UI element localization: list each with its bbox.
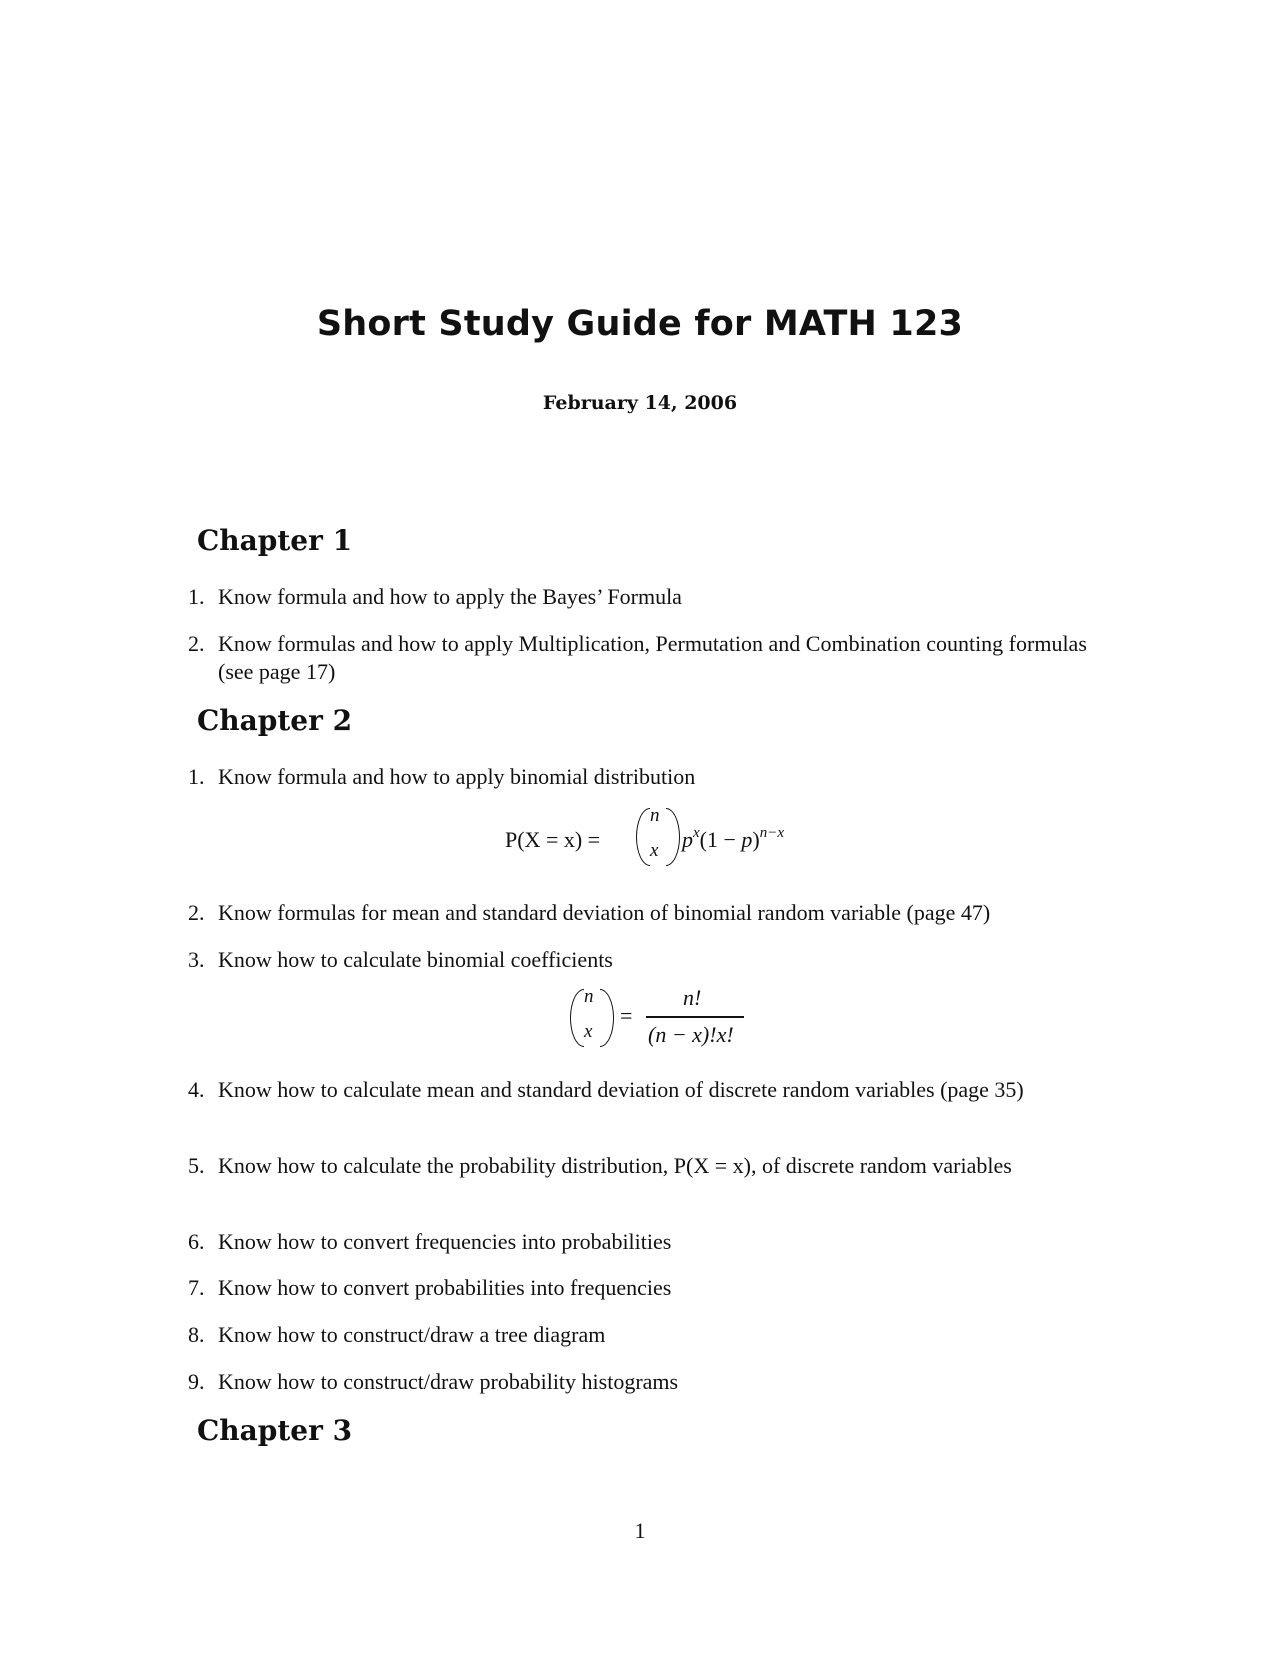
list-item-text: Know how to calculate binomial coefficients [218, 947, 613, 972]
list-item-text: Know formula and how to apply the Bayes’ Formula [218, 584, 682, 609]
fraction-numerator: n! [683, 985, 702, 1010]
document-title: Short Study Guide for MATH 123 [316, 304, 964, 344]
binom-bottom: x [584, 1021, 593, 1042]
left-paren [636, 808, 650, 866]
right-paren [600, 989, 614, 1047]
list-item-text: Know how to construct/draw probability histograms [218, 1369, 679, 1394]
list-item [188, 1152, 1108, 1180]
list-item [188, 899, 1108, 927]
fraction-denominator: (n − x)!x! [648, 1022, 734, 1047]
list-item [188, 763, 1108, 791]
list-item-number: 5. [188, 1153, 205, 1178]
list-item [188, 1368, 1108, 1396]
binom-bottom: x [650, 840, 659, 861]
list-item-text: Know how to calculate mean and standard deviation of discrete random variables (page 35) [218, 1077, 1024, 1102]
list-item-text: Know formulas for mean and standard deviation of binomial random variable (page 47) [218, 900, 991, 925]
list-item-text: Know how to convert frequencies into probabilities [218, 1229, 672, 1254]
list-item-text: Know how to calculate the probability distribution, P(X = x), of discrete random variables [218, 1153, 1012, 1178]
chapter-1-heading: Chapter 1 [197, 524, 353, 557]
list-item-text: Know formula and how to apply binomial distribution [218, 764, 696, 789]
chapter-2-heading: Chapter 2 [197, 704, 353, 737]
list-item-number: 1. [188, 584, 205, 609]
list-item-text: Know how to construct/draw a tree diagram [218, 1322, 606, 1347]
chapter-3-heading: Chapter 3 [197, 1414, 353, 1447]
list-item [188, 1274, 1108, 1302]
formula-lhs: P(X = x) = [505, 827, 601, 852]
fraction-bar [646, 1016, 744, 1018]
list-item-number: 3. [188, 947, 205, 972]
list-item-number: 8. [188, 1322, 205, 1347]
list-item-number: 1. [188, 764, 205, 789]
list-item [188, 583, 1108, 611]
right-paren [666, 808, 680, 866]
list-item-number: 9. [188, 1369, 205, 1394]
list-item-number: 6. [188, 1229, 205, 1254]
list-item-number: 2. [188, 900, 205, 925]
binom-top: n [650, 805, 660, 826]
list-item-text: Know formulas and how to apply Multiplication, Permutation and Combination counting formulas (see page 17) [218, 631, 1087, 684]
list-item [188, 946, 1108, 974]
list-item [188, 630, 1108, 686]
list-item [188, 1228, 1108, 1256]
left-paren [570, 989, 584, 1047]
equals-sign: = [620, 1003, 633, 1028]
list-item-number: 4. [188, 1077, 205, 1102]
page-number: 1 [634, 1518, 646, 1543]
list-item-number: 7. [188, 1275, 205, 1300]
list-item-text: Know how to convert probabilities into frequencies [218, 1275, 672, 1300]
list-item [188, 1076, 1108, 1104]
document-date: February 14, 2006 [542, 392, 738, 414]
list-item-number: 2. [188, 631, 205, 656]
list-item [188, 1321, 1108, 1349]
binom-top: n [584, 986, 594, 1007]
formula-rhs: $p^x(1 - p)^{n-x}$ [682, 825, 785, 852]
